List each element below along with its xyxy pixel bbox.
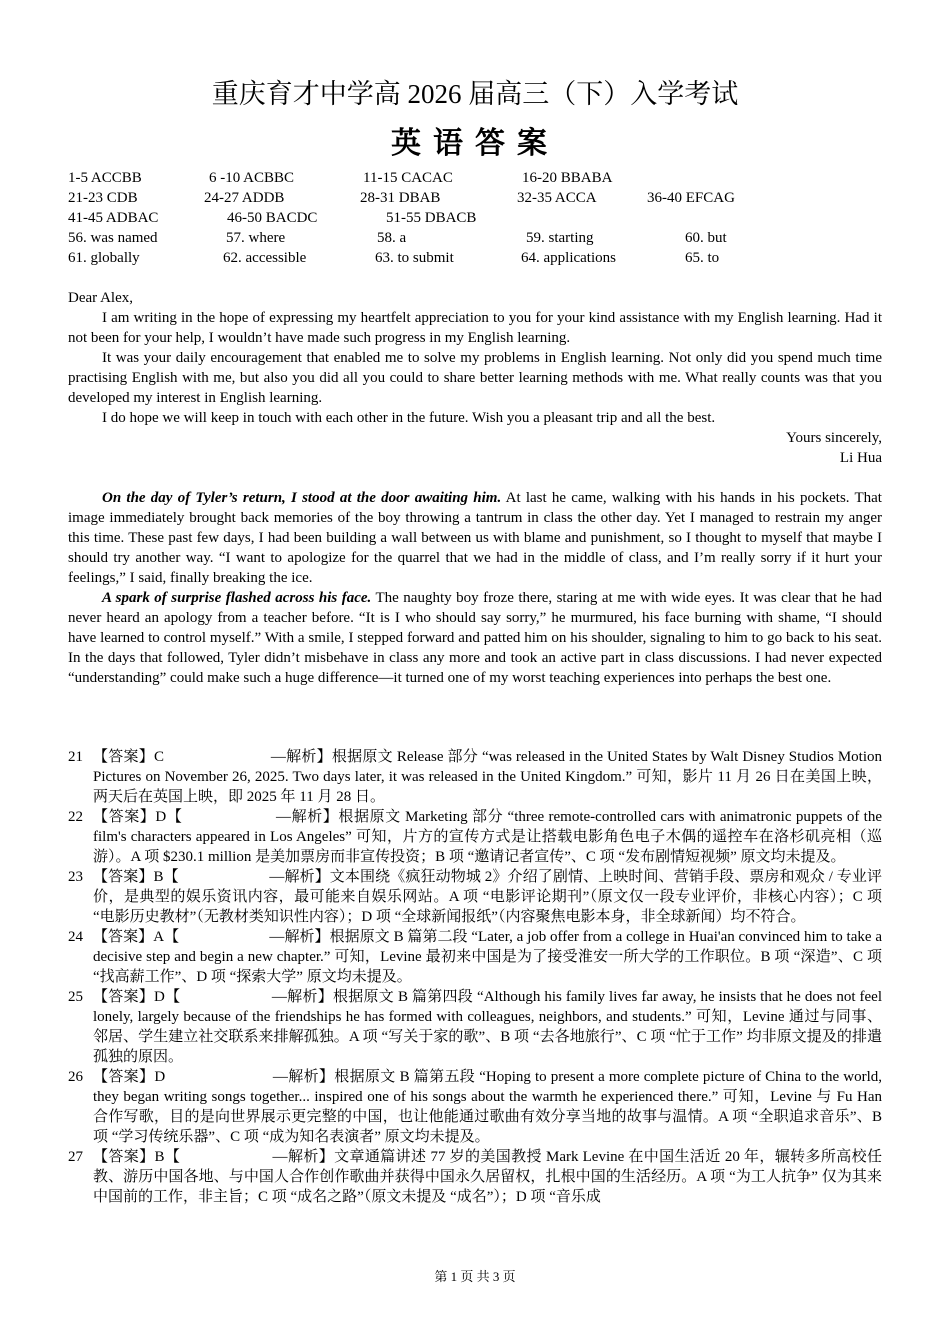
question-number: 25: [68, 989, 83, 1005]
question-number: 22: [68, 809, 83, 825]
story-lead-sentence: A spark of surprise flashed across his face.: [102, 590, 372, 606]
letter-salutation: Dear Alex,: [68, 290, 133, 306]
story-paragraph: [68, 488, 882, 588]
answer-group: 1-5 ACCBB: [68, 170, 142, 186]
story-text: The naughty boy froze there, staring at me with wide eyes. It was clear that he had never heard an apology from a teacher before. “It is I who should say sorry,” he murmured, his face burning with shame, “I should have learned to control myself.” With a smile, I stepped forward and patted him on his shoulder, signaling to him to go back to his seat. In the days that followed, Tyler didn’t misbehave in class any more and took an active part in class discussions. I had never expected “understanding” could make such a huge difference—it turned one of my worst teaching experiences into perhaps the best one.: [68, 590, 882, 686]
explanation-text: 【答案】A【 —解析】根据原文 B 篇第二段 “Later, a job offer from a college in Huai'an convinced him to take a decisive step and begin a new chapter.” 可知，Levine 最初来中国是为了接受淮安一所大学的工作职位。B 项 “深造”、C 项 “找高薪工作”、D 项 “探索大学” 原文均未提及。: [93, 929, 882, 985]
answer-group: 57. where: [226, 230, 286, 246]
explanation-item: [68, 807, 882, 867]
question-number: 21: [68, 749, 83, 765]
letter-paragraph: I do hope we will keep in touch with each other in the future. Wish you a pleasant trip and all the best.: [102, 410, 716, 426]
story-text: At last he came, walking with his hands in his pockets. That image immediately brought back memories of the boy throwing a tantrum in class the other day. Yet I managed to restrain my anger this time. These past few days, I had been building a wall between us with blame and punishment, so I thought to myself that maybe I should try another way. “I want to apologize for the quarrel that we had in the middle of class, and I’m really sorry if it hurt your feelings,” I said, finally breaking the ice.: [68, 490, 882, 586]
story-lead-sentence: On the day of Tyler’s return, I stood at the door awaiting him.: [102, 490, 502, 506]
answer-group: 62. accessible: [223, 250, 307, 266]
explanation-item: [68, 987, 882, 1067]
answer-group: 56. was named: [68, 230, 158, 246]
explanation-item: [68, 1067, 882, 1147]
page-title: 重庆育才中学高 2026 届高三（下）入学考试: [211, 79, 739, 109]
explanation-text: 【答案】B【 —解析】文章通篇讲述 77 岁的美国教授 Mark Levine 在中国生活近 20 年，辗转多所高校任教、游历中国各地、与中国人合作创作歌曲并获得中国永久居留权，扎根中国的生活经历。A 项 “为工人抗争” 仅为其来中国前的工作，非主旨；C 项 “成名之路”（原文未提及 “成名”）；D 项 “音乐成: [93, 1149, 882, 1205]
page-footer: 第 1 页 共 3 页: [434, 1269, 516, 1284]
answer-group: 36-40 EFCAG: [647, 190, 735, 206]
explanation-text: 【答案】D —解析】根据原文 B 篇第五段 “Hoping to present a more complete picture of China to the world, they began writing songs together... inspired one of his songs about the warmth he experienced there.” 可知，Levine 与 Fu Han 合作写歌，目的是向世界展示更完整的中国，也让他能通过歌曲有效分享当地的故事与温情。A 项 “全职追求音乐”、B 项 “学习传统乐器”、C 项 “成为知名表演者” 原文均未提及。: [93, 1069, 882, 1145]
answer-group: 59. starting: [526, 230, 594, 246]
explanation-item: [68, 1147, 882, 1207]
answer-group: 41-45 ADBAC: [68, 210, 159, 226]
question-number: 26: [68, 1069, 83, 1085]
continuation-story: [68, 488, 882, 688]
answer-group: 46-50 BACDC: [227, 210, 318, 226]
explanation-text: 【答案】D【 —解析】根据原文 B 篇第四段 “Although his family lives far away, he insists that he does not feel lonely, largely because of the friendships he has formed with colleagues, neighbors, and students.” 可知，Levine 通过与同事、邻居、学生建立社交联系来排解孤独。A 项 “写关于家的歌”、B 项 “去各地旅行”、C 项 “忙于工作” 均非原文提及的排遣孤独的原因。: [93, 989, 882, 1065]
answer-group: 28-31 DBAB: [360, 190, 441, 206]
answer-group: 65. to: [685, 250, 720, 266]
explanation-text: 【答案】C —解析】根据原文 Release 部分 “was released in the United States by Walt Disney Studios Motion Pictures on November 26, 2025. Two days later, it was released in the United Kingdom.” 可知，影片 11 月 26 日在美国上映，两天后在英国上映，即 2025 年 11 月 28 日。: [93, 749, 882, 805]
explanation-item: [68, 927, 882, 987]
story-paragraph: [68, 588, 882, 688]
answer-group: 60. but: [685, 230, 727, 246]
letter-paragraph: I am writing in the hope of expressing my heartfelt appreciation to you for your kind assistance with my English learning. Had it not been for your help, I wouldn’t have made such progress in my English learning.: [68, 310, 882, 346]
answer-row: [68, 228, 888, 248]
answer-explanations: [68, 747, 882, 1207]
question-number: 24: [68, 929, 83, 945]
answer-group: 6 -10 ACBBC: [209, 170, 295, 186]
answer-group: 51-55 DBACB: [386, 210, 477, 226]
answer-group: 32-35 ACCA: [517, 190, 597, 206]
answer-group: 64. applications: [521, 250, 616, 266]
letter-closing: Yours sincerely,: [786, 430, 882, 446]
explanation-item: [68, 867, 882, 927]
explanation-item: [68, 747, 882, 807]
explanation-text: 【答案】B【 —解析】文本围绕《疯狂动物城 2》介绍了剧情、上映时间、营销手段、票房和观众 / 专业评价，是典型的娱乐资讯内容，最可能来自娱乐网站。A 项 “电影评论期刊”（原文仅一段专业评价，非核心内容）；C 项 “电影历史教材”（无教材类知识性内容）；D 项 “全球新闻报纸”（内容聚焦电影本身，非全球新闻）均不符合。: [93, 869, 882, 925]
page-subtitle: 英语答案: [391, 127, 559, 160]
answer-group: 21-23 CDB: [68, 190, 138, 206]
answer-group: 11-15 CACAC: [363, 170, 453, 186]
answer-group: 16-20 BBABA: [522, 170, 613, 186]
answer-key: [68, 168, 888, 268]
explanation-text: 【答案】D【 —解析】根据原文 Marketing 部分 “three remote-controlled cars with animatronic puppets of the film's characters appeared in Los Angeles” 可知，片方的宣传方式是让搭载电影角色电子木偶的遥控车在洛杉矶亮相（巡游）。A 项 $230.1 million 是美加票房而非宣传投资；B 项 “邀请记者宣传”、C 项 “发布剧情短视频” 原文均未提及。: [93, 809, 882, 865]
answer-group: 61. globally: [68, 250, 140, 266]
question-number: 23: [68, 869, 83, 885]
answer-group: 63. to submit: [375, 250, 454, 266]
letter-paragraph: It was your daily encouragement that enabled me to solve my problems in English learning. Not only did you spend much time practising English with me, but also you did all you could to share better learning methods with me. What really counts was that you developed my interest in English learning.: [68, 350, 882, 406]
answer-row: [68, 168, 888, 188]
answer-row: [68, 188, 888, 208]
answer-row: [68, 248, 888, 268]
answer-row: [68, 208, 888, 228]
answer-group: 58. a: [377, 230, 407, 246]
model-letter: [68, 288, 882, 468]
question-number: 27: [68, 1149, 83, 1165]
letter-signature: Li Hua: [839, 450, 882, 466]
answer-group: 24-27 ADDB: [204, 190, 285, 206]
